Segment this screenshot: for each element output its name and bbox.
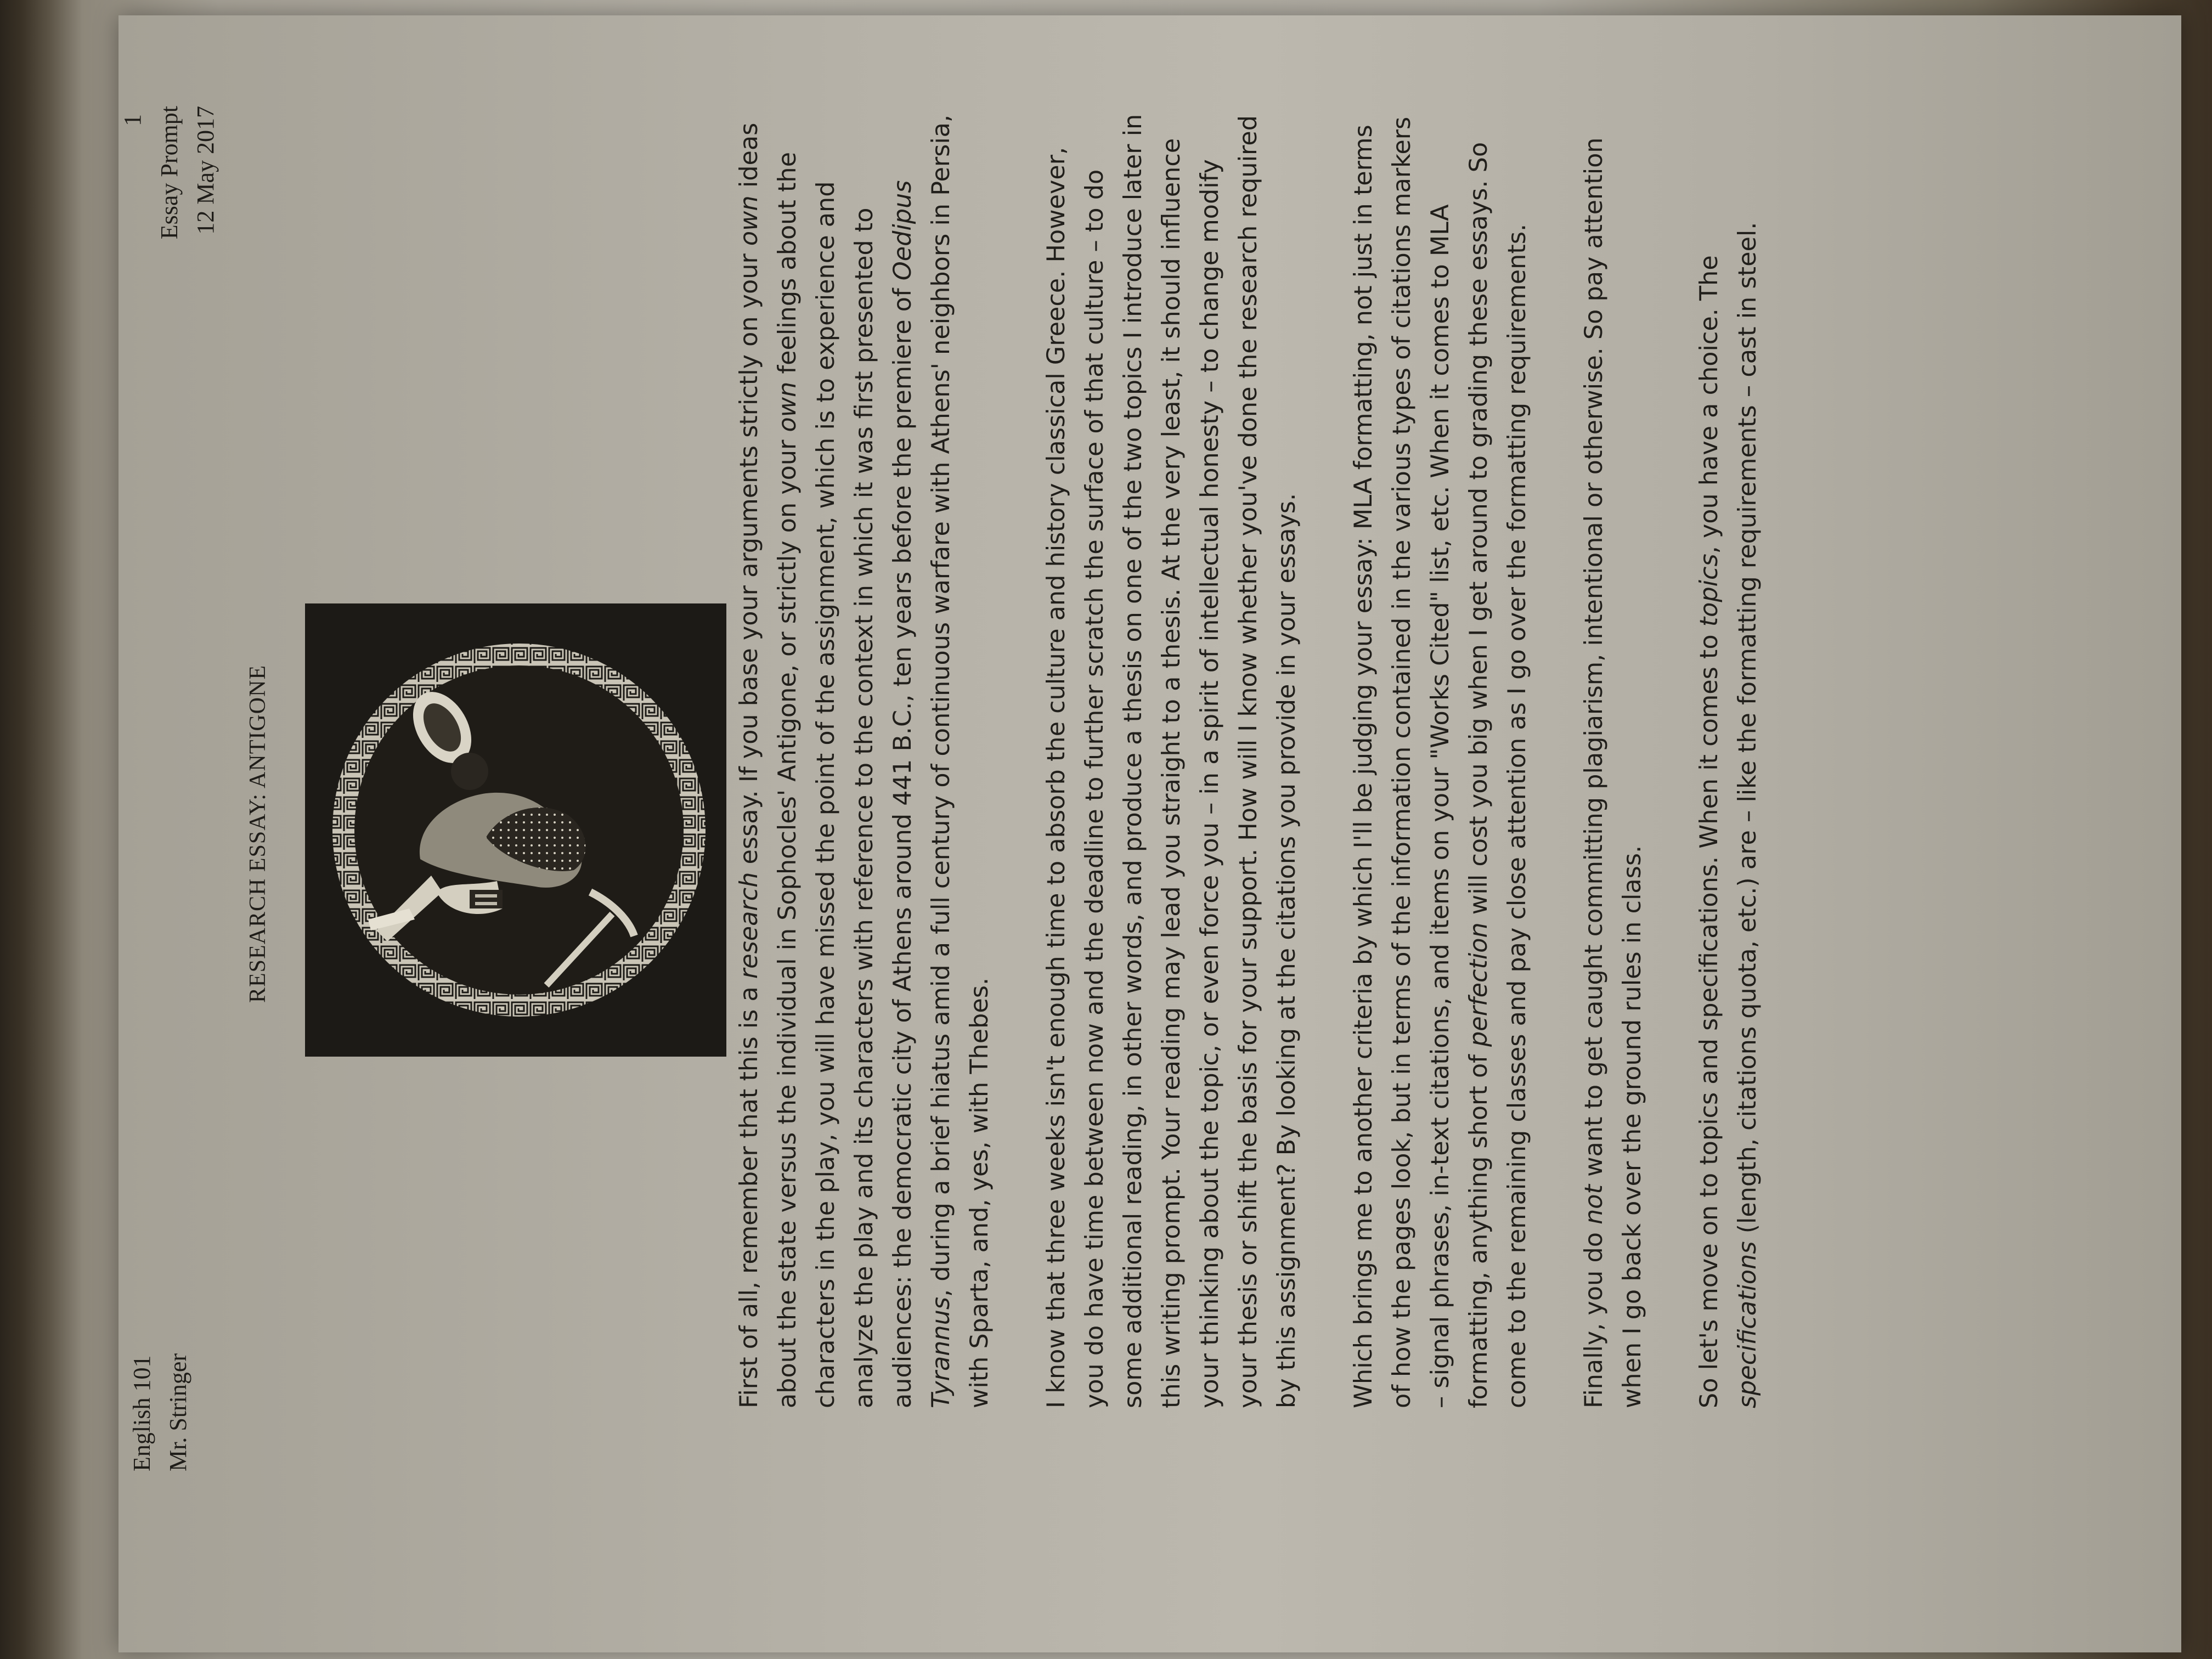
greek-vase-painting-image — [305, 603, 726, 1057]
paragraph-text: will cost you big when I get around to grading these essays. So come to the remaining classes and pay close attention as I go over the formatting requirements. — [1465, 142, 1531, 1408]
page-number: 1 — [119, 114, 146, 126]
paragraph-text: (length, citations quota, etc.) are – like the formatting requirements – cast in steel. — [1734, 222, 1762, 1242]
essay-paragraph — [1575, 103, 1652, 1408]
document-date: 12 May 2017 — [192, 106, 219, 235]
document-page — [119, 15, 2181, 1652]
paragraph-text: , you have a choice. The — [1695, 255, 1723, 554]
essay-body — [730, 103, 1805, 1408]
header-left — [124, 1353, 196, 1471]
emphasis-text: perfection — [1465, 922, 1493, 1047]
paragraph-text: feelings about the characters in the play, you will have missed the point of the assignment, which is to experience and analyze the play and its characters with reference to the context in which it was first presented to audiences: the democratic city of Athens around 441 B.C., ten years before the premiere of — [774, 151, 917, 1408]
emphasis-text: research — [735, 872, 763, 979]
emphasis-text: Oedipus Tyrannus — [889, 180, 955, 1408]
page-title: RESEARCH ESSAY: ANTIGONE — [245, 665, 270, 1003]
paragraph-text: want to get caught committing plagiarism, intentional or otherwise. So pay attention when I go back over the ground rules in class. — [1580, 137, 1646, 1408]
essay-paragraph — [1037, 103, 1306, 1408]
paragraph-text: I know that three weeks isn't enough time to absorb the culture and history classical Greece. However, you do have time between now and the deadline to further scratch the surface of that culture – to do some additional reading, in other words, and produce a thesis on one of the two topics I introduce later in this writing prompt. Your reading may lead you straight to a thesis. At the very least, it should influence your thinking about the topic, or even force you – in a spirit of intellectual honesty – to change modify your thesis or shift the basis for your support. How will I know whether you've done the research required by this assignment? By looking at the citations you provide in your essays. — [1042, 114, 1301, 1408]
paragraph-text: , during a brief hiatus amid a full century of continuous warfare with Athens' neighbors in Persia, with Sparta, and, yes, with Thebes. — [927, 114, 994, 1408]
header-right — [151, 106, 224, 239]
paragraph-text: Which brings me to another criteria by which I'll be judging your essay: MLA formatting, not just in terms of how the pages look, but in terms of the information contained in the various types of citations markers – signal phrases, in-text citations, and items on your "Works Cited" list, etc. When it comes to MLA formatting, anything short of — [1350, 116, 1493, 1408]
document-type: Essay Prompt — [156, 106, 183, 240]
paragraph-text: ideas about the state versus the individual in Sophocles' Antigone, or strictly on your — [735, 122, 802, 1408]
emphasis-text: own — [774, 381, 802, 432]
emphasis-text: own — [735, 195, 763, 246]
emphasis-text: not — [1580, 1184, 1608, 1224]
paragraph-text: Finally, you do — [1580, 1224, 1608, 1408]
essay-paragraph — [730, 103, 999, 1408]
paragraph-text: So let's move on to topics and specifications. When it comes to — [1695, 627, 1723, 1408]
instructor-name: Mr. Stringer — [165, 1353, 191, 1471]
essay-paragraph — [1690, 103, 1767, 1408]
course-name: English 101 — [128, 1355, 155, 1471]
vase-painting-svg — [305, 603, 726, 1057]
emphasis-text: specifications — [1734, 1241, 1762, 1408]
paragraph-text: essay. If you base your arguments strictly on your — [735, 246, 763, 872]
essay-paragraph — [1345, 103, 1537, 1408]
paragraph-text: First of all, remember that this is a — [735, 979, 763, 1408]
emphasis-text: topics — [1695, 554, 1723, 627]
